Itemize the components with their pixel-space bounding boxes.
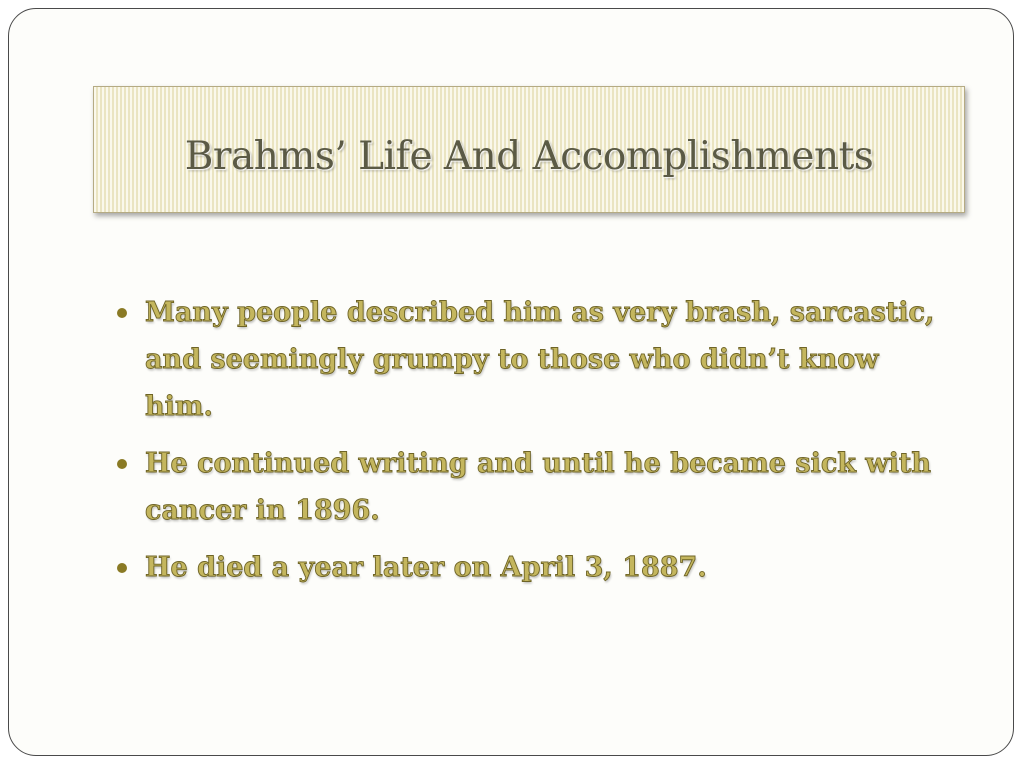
bullet-item <box>109 440 939 534</box>
bullet-text: He continued writing and until he became sick with cancer in 1896. <box>145 448 931 526</box>
slide-title: Brahms’ Life And Accomplishments <box>184 134 874 179</box>
bullet-text: Many people described him as very brash, sarcastic, and seemingly grumpy to those who didn’t know him. <box>145 297 935 422</box>
bullet-list <box>109 289 939 601</box>
bullet-item <box>109 289 939 430</box>
bullet-dot-icon <box>117 308 127 318</box>
slide <box>8 8 1014 756</box>
title-box <box>93 86 965 213</box>
bullet-text: He died a year later on April 3, 1887. <box>145 552 707 583</box>
bullet-dot-icon <box>117 459 127 469</box>
bullet-item <box>109 544 939 591</box>
bullet-dot-icon <box>117 563 127 573</box>
